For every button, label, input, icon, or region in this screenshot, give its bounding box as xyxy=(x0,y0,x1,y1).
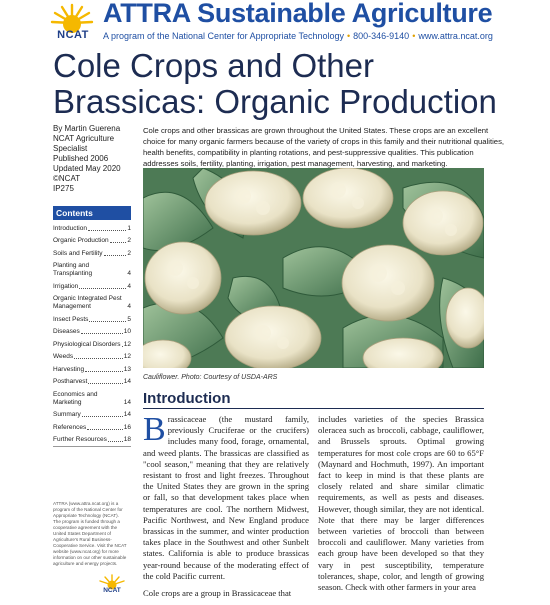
toc-item-label: Insect Pests xyxy=(53,315,89,323)
body-paragraph: Cole crops are a group in Brassicaceae that xyxy=(143,588,292,599)
toc-item-page: 2 xyxy=(127,249,131,257)
toc-list xyxy=(53,225,131,445)
abstract: Cole crops and other brassicas are grown throughout the United States. These crops are an excellent choice for many organic farmers because of the variety of crops in this family and their nutritional qualities, health benefits, compatibility in planting rotations, and pest-suppressive qualities. This publication addresses soils, fertility, planting, irrigation, pest management, harvesting, and marketing. xyxy=(143,126,505,168)
toc-item[interactable] xyxy=(53,262,131,278)
toc-item-label: Planting and Transplanting xyxy=(53,262,93,277)
toc-item-label: Soils and Fertility xyxy=(53,249,103,257)
toc-item-page: 1 xyxy=(127,224,131,232)
toc-item[interactable] xyxy=(53,316,131,324)
toc-item[interactable] xyxy=(53,283,131,291)
toc-item[interactable] xyxy=(53,295,131,311)
toc-item[interactable] xyxy=(53,436,131,444)
author-meta xyxy=(53,124,131,194)
toc-item-page: 14 xyxy=(123,378,131,385)
paragraph-text: rassicaceae (the mustard family, previously Cruciferae or the crucifers) includes many food, forage, ornamental, and weed plants. The brassicas are classified as "cool season," meaning that they are relatively resistant to frost and light freezes. Throughout the United States they are grown in the spring or fall, so that development takes place when temperatures are cool. The northern Midwest, Pacific Northwest, and New England produce brassicas in the summer, and winter production takes place in the Southwest and other Sunbelt states. California is able to produce brassicas year-round because of the moderating effect of the cold Pacific current. xyxy=(143,414,309,581)
toc-item[interactable] xyxy=(53,391,131,407)
meta-line: Published 2006 xyxy=(53,154,109,163)
toc-item[interactable] xyxy=(53,366,131,374)
toc-item-label: Diseases xyxy=(53,328,80,335)
ncat-logo-text: NCAT xyxy=(57,29,89,41)
toc-item-page: 2 xyxy=(127,237,131,244)
toc-item[interactable] xyxy=(53,225,131,233)
toc-item-label: Further Resources xyxy=(53,436,107,443)
toc-item[interactable] xyxy=(53,424,131,432)
toc-item-label: Postharvest xyxy=(53,378,88,385)
tagline xyxy=(103,31,493,41)
meta-line: Specialist xyxy=(53,144,88,153)
toc-leader-dots xyxy=(122,345,123,347)
table-of-contents xyxy=(53,206,131,447)
toc-leader-dots xyxy=(88,229,126,231)
body-column-right xyxy=(318,414,484,599)
toc-item-label: Irrigation xyxy=(53,282,79,290)
toc-item-label: Weeds xyxy=(53,353,74,360)
body-column-left xyxy=(143,411,309,605)
toc-leader-dots xyxy=(79,287,126,289)
toc-item-label: Introduction xyxy=(53,224,87,232)
phone-number: 800-346-9140 xyxy=(353,31,410,41)
toc-item-page: 13 xyxy=(123,365,131,373)
toc-leader-dots xyxy=(82,415,123,417)
toc-leader-dots xyxy=(104,254,127,256)
meta-line: Updated May 2020 xyxy=(53,164,121,173)
meta-line: NCAT Agriculture xyxy=(53,134,115,143)
toc-item-page: 18 xyxy=(123,436,131,443)
toc-item-label: Harvesting xyxy=(53,365,85,373)
toc-item-page: 4 xyxy=(127,270,131,277)
toc-item[interactable] xyxy=(53,328,131,336)
bullet-icon: • xyxy=(412,31,416,41)
toc-item[interactable] xyxy=(53,353,131,361)
body-paragraph: includes varieties of the species Brassica oleracea such as broccoli, cabbage, cauliflower, and Brussels sprouts. Optimal growing temperatures for most cole crops are 60 to 65°F (Maynard and Hochmuth, 1997). An important fact to keep in mind is that these plants are closely related and share similar climatic requirements, as well as pests and diseases. However, though similar, they are not identical. Note that there may be larger differences between varieties of broccoli than between broccoli and cauliflower. Many varieties from each group have been developed so that they vary in pest susceptibility, temperature tolerances, shape, color, and length of growing season. Check with other farmers in your area xyxy=(318,414,484,593)
masthead xyxy=(0,0,550,48)
toc-item-page: 4 xyxy=(127,282,131,290)
ncat-footer-text: NCAT xyxy=(103,587,121,594)
toc-item-label: Organic Production xyxy=(53,237,109,244)
toc-item-label: Physiological Disorders xyxy=(53,340,121,348)
toc-leader-dots xyxy=(88,382,122,384)
cauliflower-image xyxy=(143,168,484,368)
toc-item-label: Economics and Marketing xyxy=(53,390,98,406)
ncat-sun-logo xyxy=(50,2,94,44)
bullet-icon: • xyxy=(346,31,351,41)
toc-item[interactable] xyxy=(53,250,131,258)
tagline-text: A program of the National Center for Appropriate Technology xyxy=(103,31,344,41)
section-heading: Introduction xyxy=(143,390,231,407)
brand-title: ATTRA Sustainable Agriculture xyxy=(103,0,493,28)
toc-item-page: 12 xyxy=(123,340,131,348)
cauliflower-photo xyxy=(143,168,484,368)
toc-item-page: 12 xyxy=(123,353,131,360)
meta-line: By Martin Guerena xyxy=(53,124,121,133)
toc-item-page: 5 xyxy=(127,315,131,323)
toc-item[interactable] xyxy=(53,341,131,349)
toc-item-page: 16 xyxy=(123,423,131,431)
toc-item[interactable] xyxy=(53,237,131,245)
toc-leader-dots xyxy=(81,332,123,334)
body-paragraph xyxy=(143,411,309,582)
toc-leader-dots xyxy=(85,370,123,372)
meta-line: IP275 xyxy=(53,184,74,193)
contents-heading: Contents xyxy=(53,206,131,220)
meta-line: ©NCAT xyxy=(53,174,81,183)
toc-item-label: References xyxy=(53,423,87,431)
ncat-footer-logo xyxy=(96,574,128,596)
toc-leader-dots xyxy=(110,241,127,243)
toc-item-label: Organic Integrated Pest Management xyxy=(53,295,122,310)
toc-item-page: 14 xyxy=(123,398,131,406)
toc-item-label: Summary xyxy=(53,411,81,418)
toc-item[interactable] xyxy=(53,378,131,386)
section-rule xyxy=(143,408,484,409)
toc-item-page: 4 xyxy=(127,303,131,310)
toc-divider xyxy=(53,446,131,447)
toc-item-page: 10 xyxy=(123,328,131,335)
photo-caption: Cauliflower. Photo: Courtesy of USDA-ARS xyxy=(143,374,278,381)
toc-item-page: 14 xyxy=(123,411,131,418)
toc-leader-dots xyxy=(74,357,123,359)
toc-leader-dots xyxy=(87,428,123,430)
toc-leader-dots xyxy=(89,320,126,322)
toc-item[interactable] xyxy=(53,411,131,419)
page-title: Cole Crops and Other Brassicas: Organic Production xyxy=(53,47,497,120)
drop-cap: B xyxy=(143,411,166,448)
attra-credit: ATTRA (www.attra.ncat.org) is a program of the National Center for Appropriate Technology (NCAT). The program is funded through a cooperative agreement with the United States Department of Agriculture's Rural Business-Cooperative Service. Visit the NCAT website (www.ncat.org) for more information on our other sustainable agriculture and energy projects. xyxy=(53,501,127,566)
toc-leader-dots xyxy=(108,440,123,442)
website-link[interactable]: www.attra.ncat.org xyxy=(418,31,493,41)
